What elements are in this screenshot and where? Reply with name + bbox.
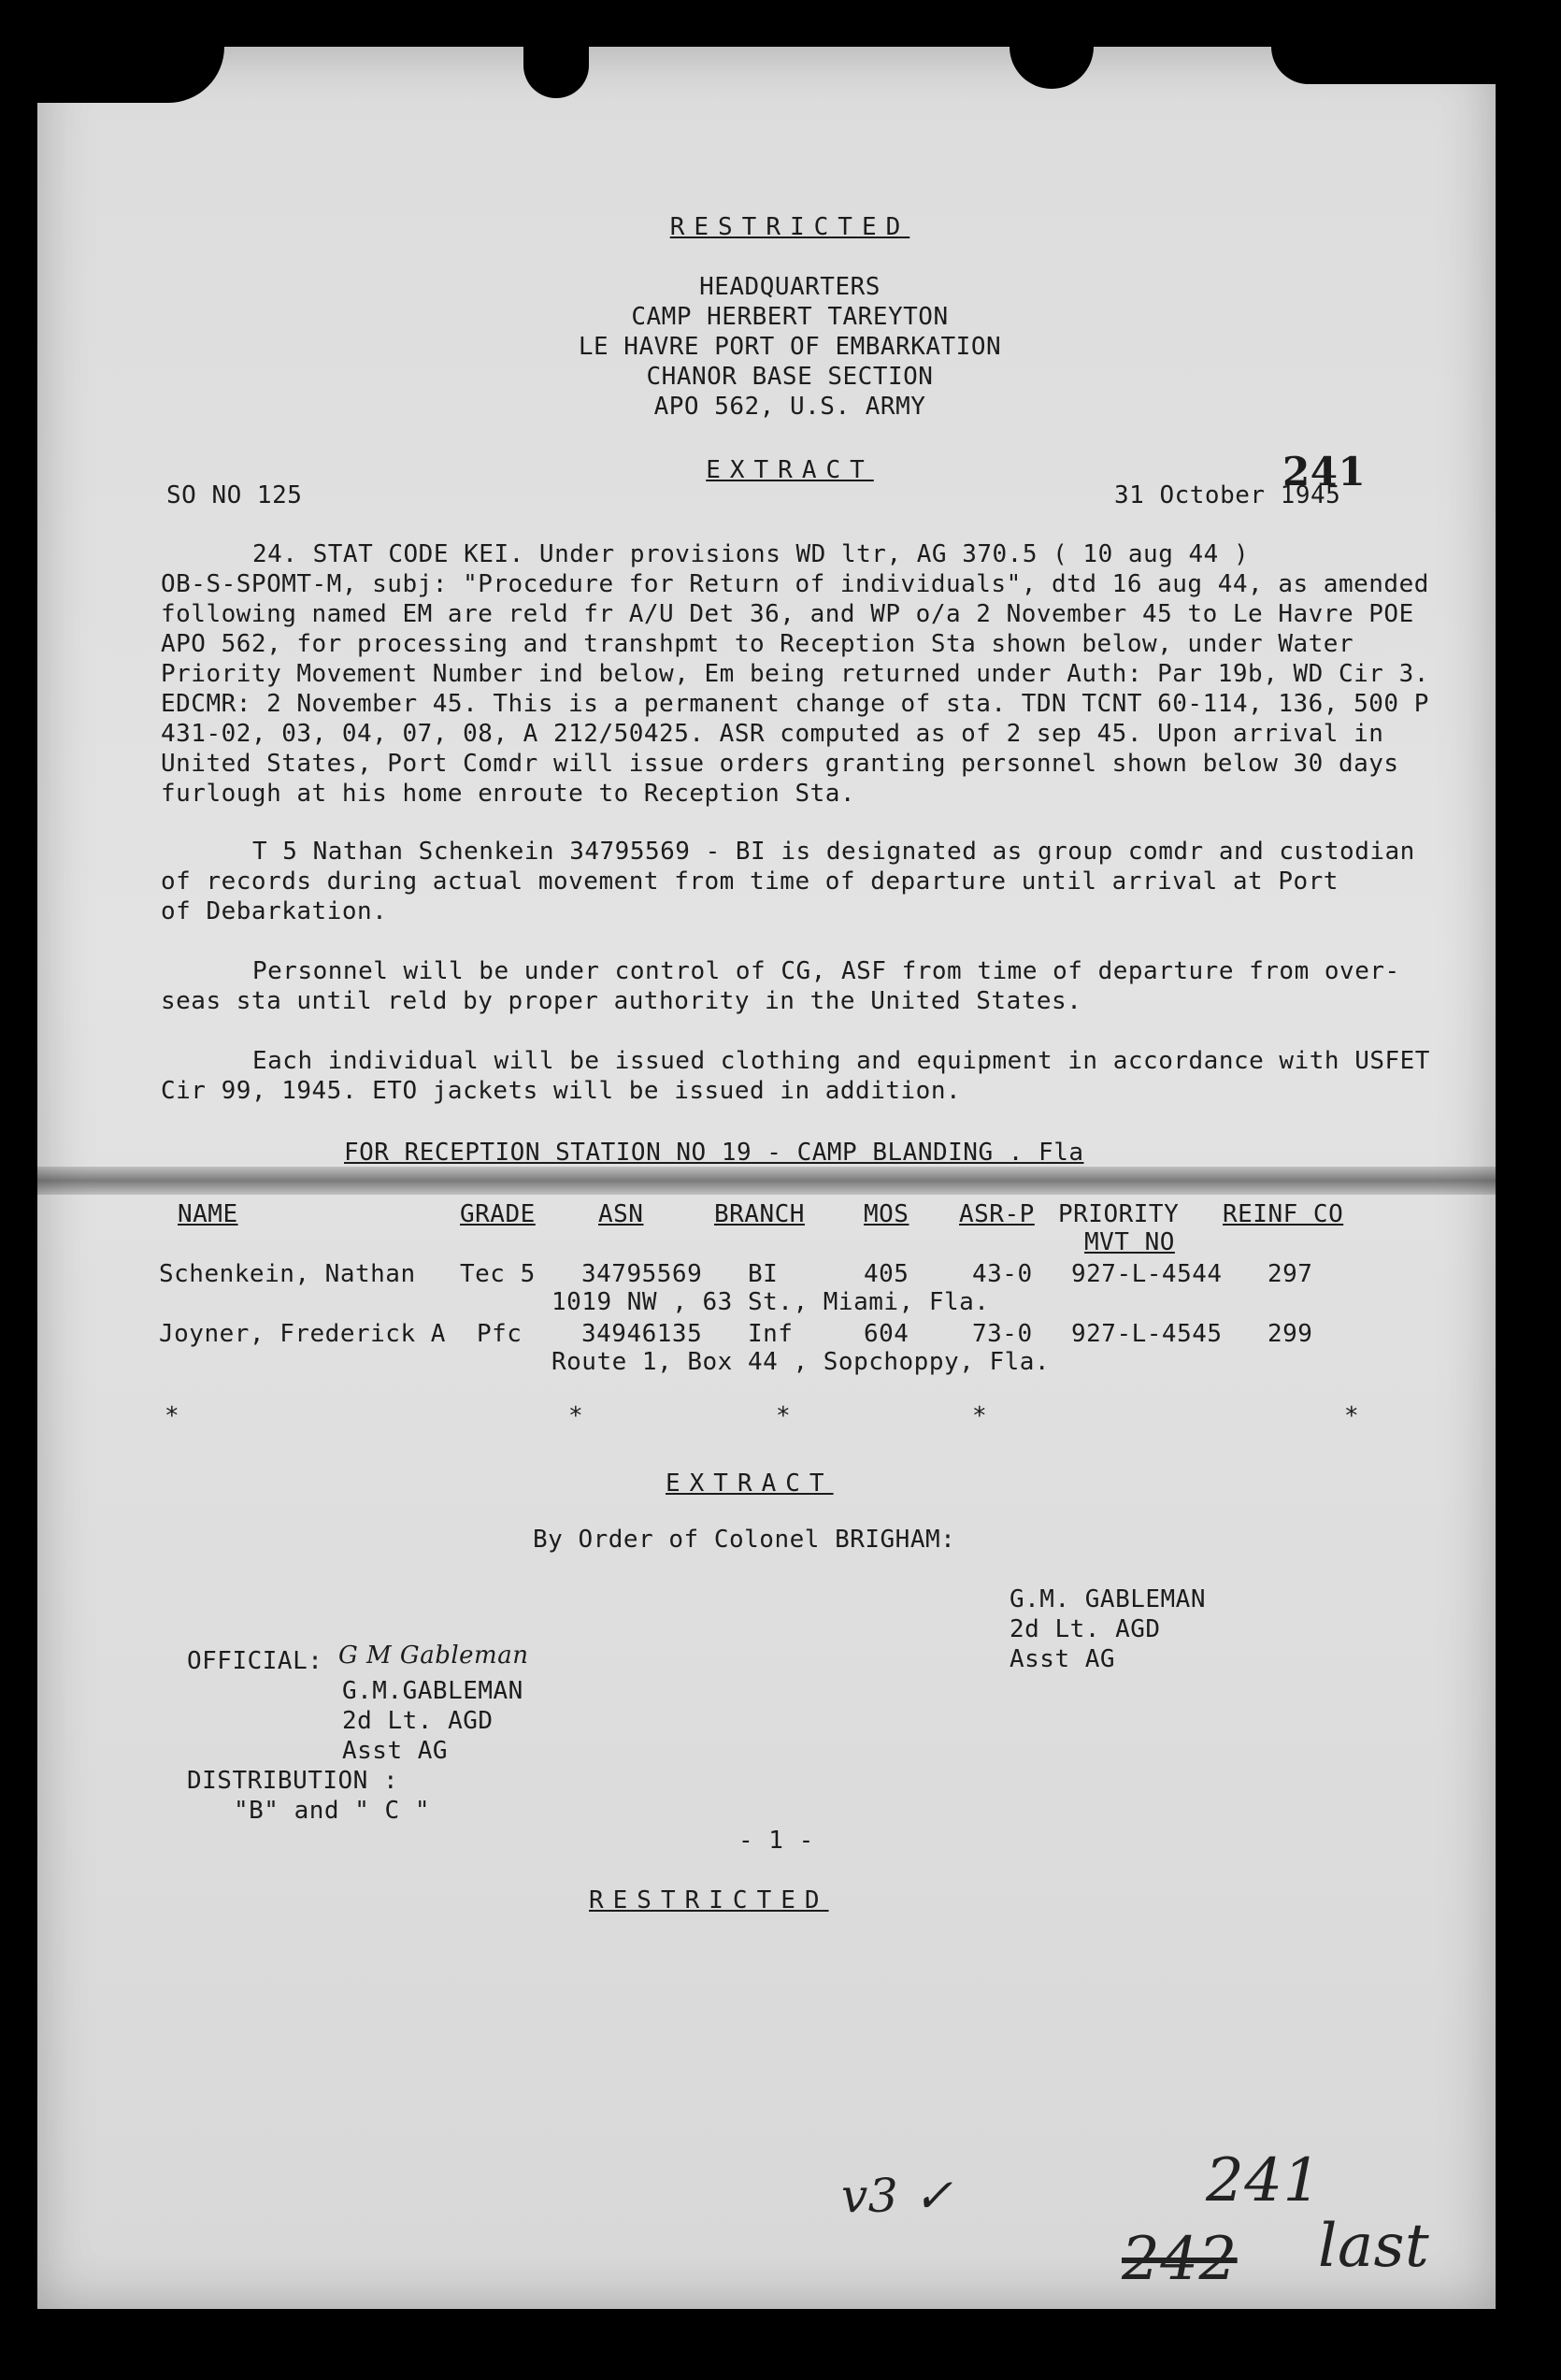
cell-reinf: 299 bbox=[1267, 1320, 1313, 1348]
cell-name: Schenkein, Nathan bbox=[159, 1260, 416, 1288]
page-stamp: 241 bbox=[1282, 449, 1367, 495]
para4-line: Each individual will be issued clothing and equipment in accordance with USFET bbox=[252, 1047, 1430, 1075]
col-header-branch: BRANCH bbox=[714, 1200, 805, 1228]
official-line: Asst AG bbox=[342, 1737, 449, 1765]
para1-line: United States, Port Comdr will issue orders granting personnel shown below 30 days bbox=[161, 750, 1399, 778]
cell-asn: 34946135 bbox=[581, 1320, 703, 1348]
distribution-label: DISTRIBUTION : bbox=[187, 1767, 399, 1795]
para3-line: Personnel will be under control of CG, ASF from time of departure from over- bbox=[252, 957, 1400, 985]
cell-asr: 73-0 bbox=[972, 1320, 1033, 1348]
torn-corner bbox=[37, 47, 224, 103]
separator-star: * bbox=[568, 1402, 584, 1430]
signer-line: Asst AG bbox=[1010, 1645, 1116, 1673]
page-number: - 1 - bbox=[738, 1827, 814, 1855]
para1-line: 24. STAT CODE KEI. Under provisions WD ltr, AG 370.5 ( 10 aug 44 ) bbox=[252, 540, 1250, 568]
torn-corner bbox=[1271, 47, 1496, 84]
official-line: 2d Lt. AGD bbox=[342, 1707, 494, 1735]
order-number: SO NO 125 bbox=[166, 481, 303, 509]
cell-asn: 34795569 bbox=[581, 1260, 703, 1288]
classification-top: RESTRICTED bbox=[669, 213, 910, 241]
para2-line: T 5 Nathan Schenkein 34795569 - BI is designated as group comdr and custodian bbox=[252, 838, 1415, 866]
org-line: HEADQUARTERS bbox=[699, 273, 881, 301]
extract-label-footer: EXTRACT bbox=[666, 1470, 834, 1498]
handwritten-number: 241 bbox=[1206, 2146, 1322, 2215]
para1-line: furlough at his home enroute to Reception Sta. bbox=[161, 780, 856, 808]
cell-mos: 604 bbox=[864, 1320, 909, 1348]
extract-label: EXTRACT bbox=[706, 456, 874, 484]
para1-line: Priority Movement Number ind below, Em being returned under Auth: Par 19b, WD Cir 3. bbox=[161, 660, 1429, 688]
handwritten-note: v3 ✓ bbox=[841, 2169, 953, 2223]
para1-line: EDCMR: 2 November 45. This is a permanent change of sta. TDN TCNT 60-114, 136, 500 P bbox=[161, 690, 1429, 718]
cell-mos: 405 bbox=[864, 1260, 909, 1288]
cell-branch: Inf bbox=[748, 1320, 794, 1348]
cell-grade: Pfc bbox=[477, 1320, 523, 1348]
para1-line: OB-S-SPOMT-M, subj: "Procedure for Return of individuals", dtd 16 aug 44, as amended bbox=[161, 570, 1429, 598]
col-header-priority-sub: MVT NO bbox=[1084, 1228, 1175, 1256]
org-line: CHANOR BASE SECTION bbox=[646, 363, 934, 391]
col-header-grade: GRADE bbox=[460, 1200, 536, 1228]
col-header-asn: ASN bbox=[598, 1200, 644, 1228]
separator-star: * bbox=[972, 1402, 988, 1430]
cell-priority: 927-L-4545 bbox=[1071, 1320, 1223, 1348]
col-header-mos: MOS bbox=[864, 1200, 909, 1228]
torn-edge bbox=[523, 47, 589, 98]
torn-edge bbox=[1010, 47, 1094, 89]
org-line: LE HAVRE PORT OF EMBARKATION bbox=[578, 333, 1002, 361]
cell-priority: 927-L-4544 bbox=[1071, 1260, 1223, 1288]
para2-line: of records during actual movement from time of departure until arrival at Port bbox=[161, 867, 1339, 896]
para1-line: APO 562, for processing and transhpmt to Reception Sta shown below, under Water bbox=[161, 630, 1354, 658]
separator-star: * bbox=[165, 1402, 180, 1430]
separator-star: * bbox=[776, 1402, 792, 1430]
col-header-priority: PRIORITY bbox=[1058, 1200, 1180, 1228]
handwritten-last: last bbox=[1318, 2212, 1430, 2281]
signer-line: 2d Lt. AGD bbox=[1010, 1615, 1161, 1643]
para4-line: Cir 99, 1945. ETO jackets will be issued in addition. bbox=[161, 1077, 962, 1105]
separator-star: * bbox=[1344, 1402, 1360, 1430]
official-label: OFFICIAL: bbox=[187, 1647, 323, 1675]
official-line: G.M.GABLEMAN bbox=[342, 1677, 523, 1705]
classification-bottom: RESTRICTED bbox=[589, 1886, 829, 1914]
distribution-value: "B" and " C " bbox=[234, 1797, 430, 1825]
order-date: 31 October 1945 bbox=[1114, 481, 1341, 509]
cell-branch: BI bbox=[748, 1260, 779, 1288]
official-signature: G M Gableman bbox=[338, 1642, 529, 1670]
cell-reinf: 297 bbox=[1267, 1260, 1313, 1288]
cell-grade: Tec 5 bbox=[460, 1260, 536, 1288]
handwritten-struck-number: 242 bbox=[1122, 2225, 1238, 2294]
col-header-name: NAME bbox=[178, 1200, 238, 1228]
org-line: CAMP HERBERT TAREYTON bbox=[631, 303, 949, 331]
para1-line: 431-02, 03, 04, 07, 08, A 212/50425. ASR computed as of 2 sep 45. Upon arrival in bbox=[161, 720, 1384, 748]
para1-line: following named EM are reld fr A/U Det 36, and WP o/a 2 November 45 to Le Havre POE bbox=[161, 600, 1414, 628]
col-header-reinf: REINF CO bbox=[1223, 1200, 1344, 1228]
cell-name: Joyner, Frederick A bbox=[159, 1320, 446, 1348]
cell-address: Route 1, Box 44 , Sopchoppy, Fla. bbox=[551, 1348, 1051, 1376]
org-line: APO 562, U.S. ARMY bbox=[653, 393, 926, 421]
by-order-line: By Order of Colonel BRIGHAM: bbox=[533, 1526, 956, 1554]
col-header-asr: ASR-P bbox=[959, 1200, 1035, 1228]
para3-line: seas sta until reld by proper authority in the United States. bbox=[161, 987, 1082, 1015]
signer-line: G.M. GABLEMAN bbox=[1010, 1585, 1206, 1613]
table-title: FOR RECEPTION STATION NO 19 - CAMP BLANDING . Fla bbox=[344, 1139, 1084, 1167]
cell-asr: 43-0 bbox=[972, 1260, 1033, 1288]
fold-line bbox=[37, 1167, 1496, 1195]
para2-line: of Debarkation. bbox=[161, 897, 388, 925]
cell-address: 1019 NW , 63 St., Miami, Fla. bbox=[551, 1288, 990, 1316]
